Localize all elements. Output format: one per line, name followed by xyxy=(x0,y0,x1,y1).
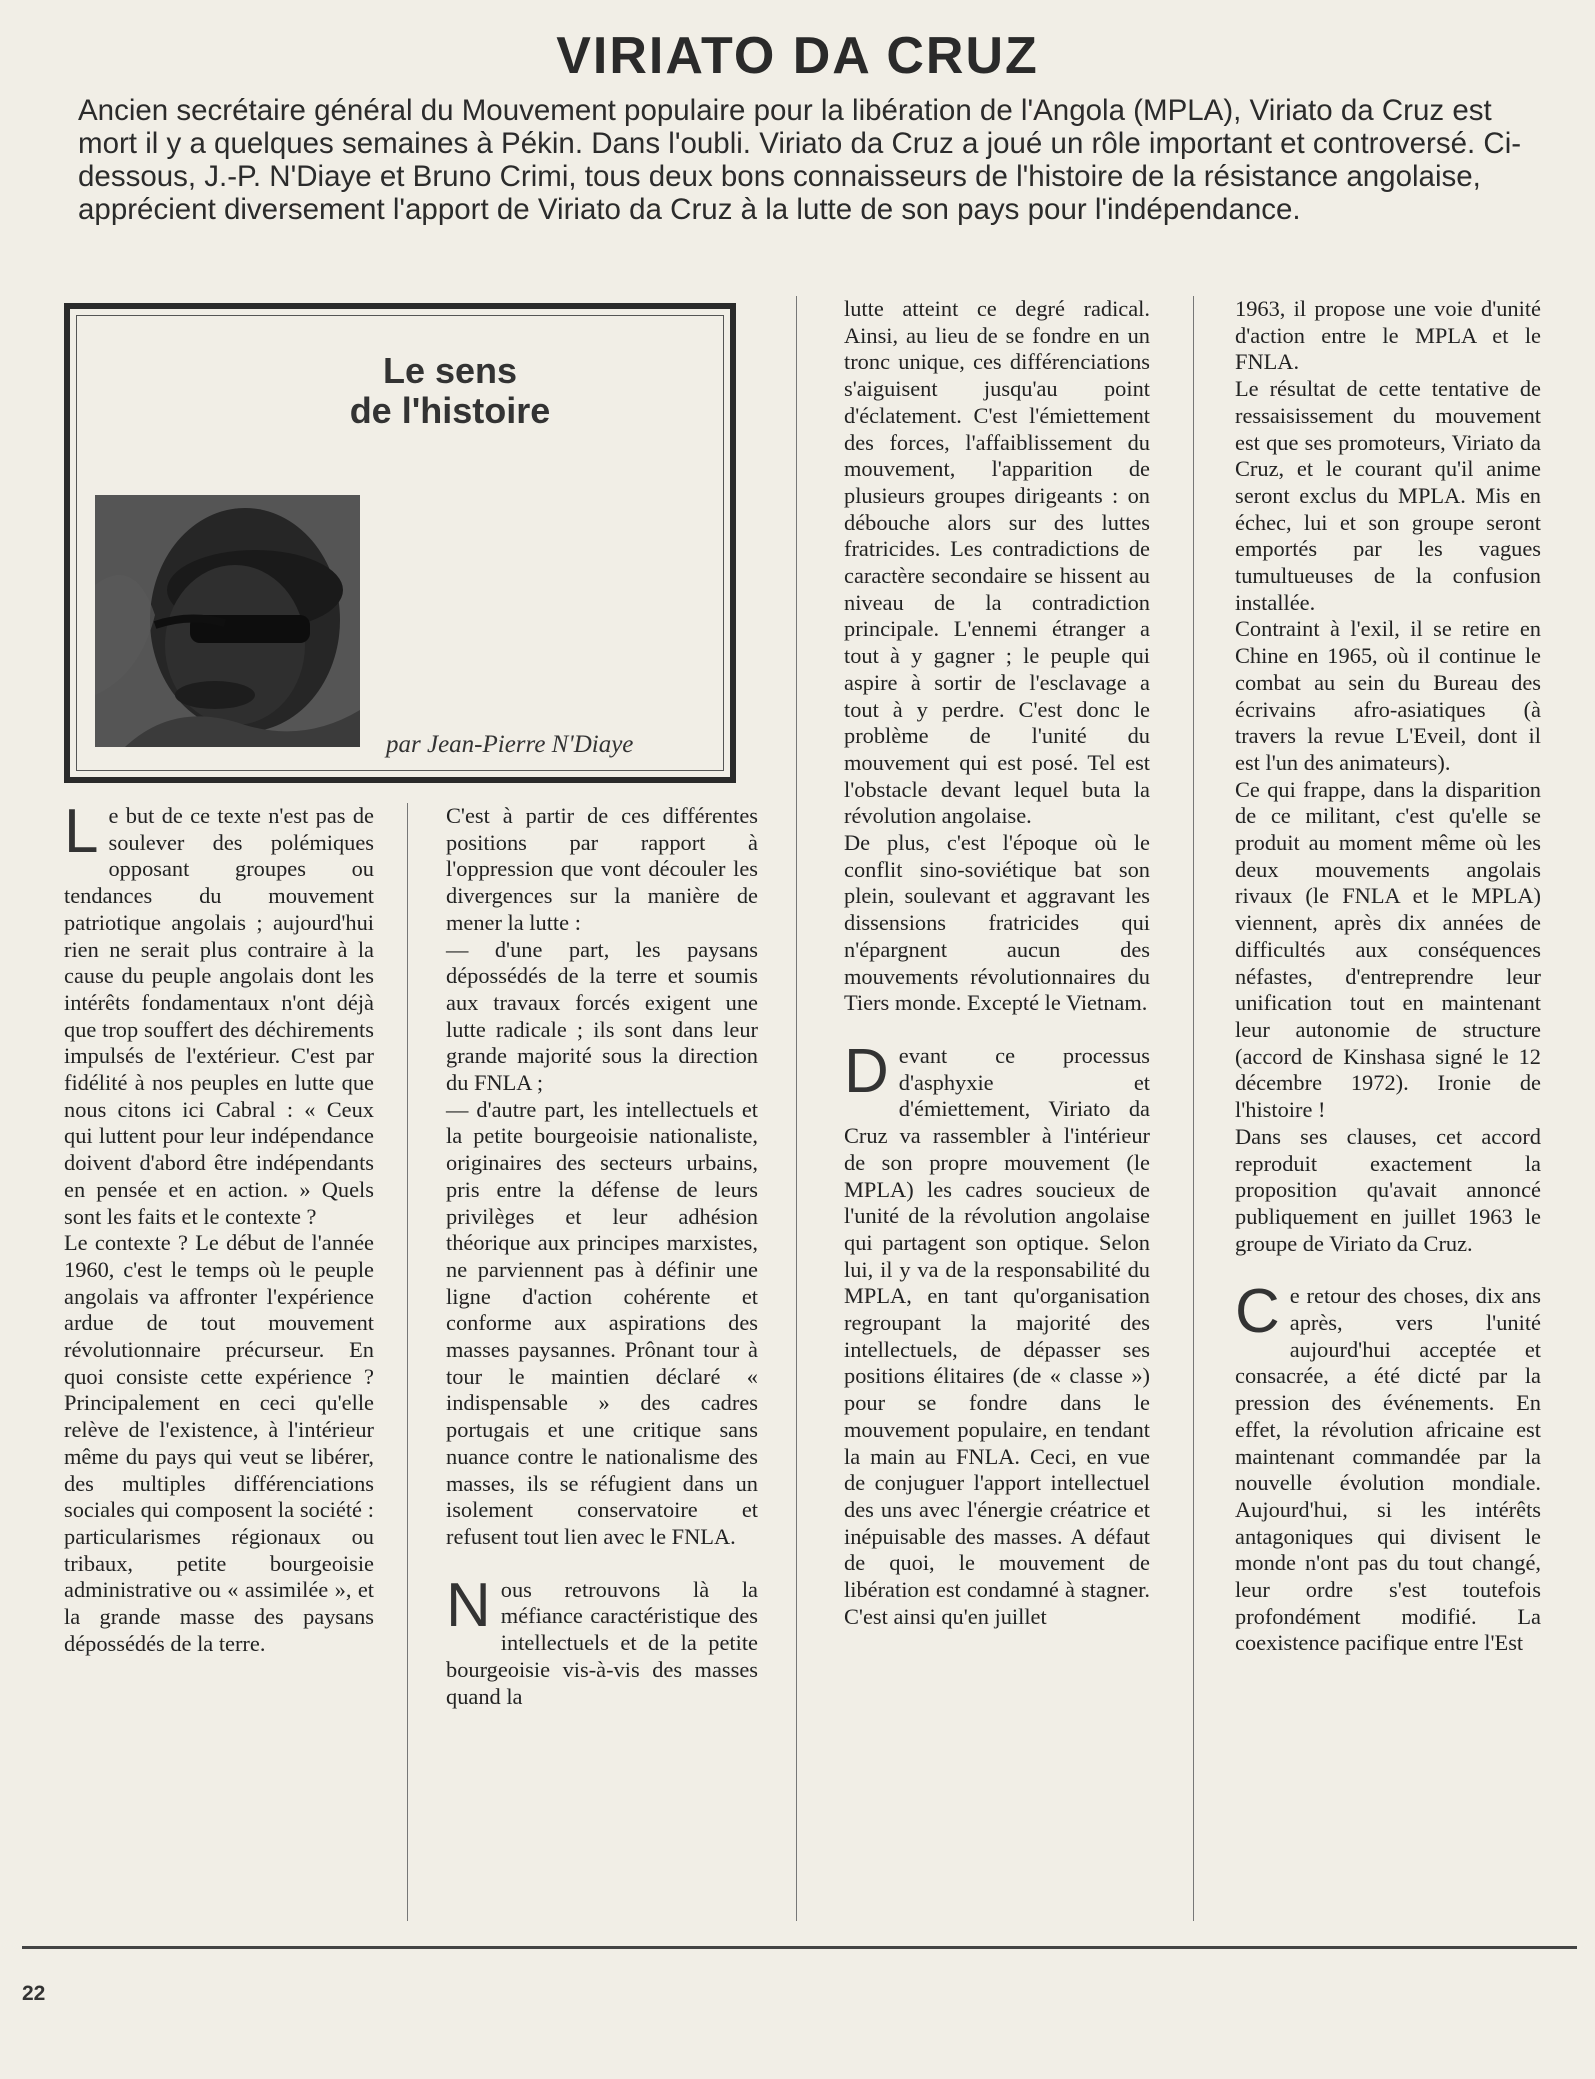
section-gap xyxy=(446,1551,758,1577)
paragraph: — d'autre part, les intellectuels et la petite bourgeoisie nationaliste, originaires des secteurs urbains, pris entre la défense de leurs privilèges et leur adhésion théorique aux principes marxistes, ne parviennent pas à définir une ligne d'action cohérente et conforme aux aspirations des masses paysannes. Prônant tour à tour le maintien déclaré « indispensable » des cadres portugais et une critique sans nuance contre le nationalisme des masses, ils se réfugient dans un isolement conservatoire et refusent tout lien avec le FNLA. xyxy=(446,1096,758,1549)
paragraph: lutte atteint ce degré radical. Ainsi, au lieu de se fondre en un tronc unique, ces différenciations s'aiguisent jusqu'au point d'éclatement. C'est l'émiettement des forces, l'affaiblissement du mouvement, l'apparition de plusieurs groupes dirigeants : on débouche alors sur des luttes fratricides. Les contradictions de caractère secondaire se hissent au niveau de la contradiction principale. L'ennemi étranger a tout à y gagner ; le peuple qui aspire à sortir de l'esclavage a tout à y perdre. C'est donc le problème de l'unité du mouvement qui est posé. Tel est l'obstacle devant lequel buta la révolution angolaise. xyxy=(844,296,1150,829)
column-rule xyxy=(407,803,408,1921)
drop-cap: D xyxy=(844,1036,889,1106)
byline: par Jean-Pierre N'Diaye xyxy=(386,731,634,758)
paragraph: Le résultat de cette tentative de ressaisissement du mouvement est que ses promoteurs, Viriato da Cruz, et le courant qu'il anime seront exclus du MPLA. Mis en échec, lui et son groupe seront emportés par les vagues tumultueuses de la confusion installée. xyxy=(1235,376,1541,615)
section-gap xyxy=(1235,1257,1541,1283)
paragraph: — d'une part, les paysans dépossédés de la terre et soumis aux travaux forcés exigent une lutte radicale ; ils sont dans leur grande majorité sous la direction du FNLA ; xyxy=(446,936,758,1096)
column-4 xyxy=(1235,296,1541,1657)
column-rule xyxy=(796,296,797,1921)
column-3 xyxy=(844,296,1150,1630)
column-1 xyxy=(64,797,374,1658)
article-intro: Ancien secrétaire général du Mouvement populaire pour la libération de l'Angola (MPLA), Viriato da Cruz est mort il y a quelques semaines à Pékin. Dans l'oubli. Viriato da Cruz a joué un rôle important et controversé. Ci-dessous, J.-P. N'Diaye et Bruno Crimi, tous deux bons connaisseurs de l'histoire de la résistance angolaise, apprécient diversement l'apport de Viriato da Cruz à la lutte de son pays pour l'indépendance. xyxy=(78,94,1522,226)
paragraph xyxy=(64,797,374,1230)
paragraph-text: e retour des choses, dix ans après, vers l'unité aujourd'hui acceptée et consacrée, a été dicté par la pression des événements. En effet, la révolution africaine est maintenant commandée par la nouvelle évolution mondiale. Aujourd'hui, si les intérêts antagoniques qui divisent le monde n'ont pas du tout changé, leur ordre s'est toutefois profondément modifié. La coexistence pacifique entre l'Est xyxy=(1235,1283,1541,1656)
box-title-line2: de l'histoire xyxy=(349,390,551,431)
article-title: VIRIATO DA CRUZ xyxy=(556,27,1039,85)
paragraph: Contraint à l'exil, il se retire en Chine en 1965, où il continue le combat au sein du Bureau des écrivains afro-asiatiques (à travers la revue L'Eveil, dont il est l'un des animateurs). xyxy=(1235,616,1541,775)
page-number: 22 xyxy=(22,1982,46,2005)
column-2 xyxy=(446,803,758,1710)
paragraph: Dans ses clauses, cet accord reproduit exactement la proposition qu'avait annoncé publiquement en juillet 1963 le groupe de Viriato da Cruz. xyxy=(1235,1123,1541,1256)
drop-cap: L xyxy=(64,797,99,866)
column-rule xyxy=(1193,296,1194,1921)
box-title-line1: Le sens xyxy=(382,350,518,391)
box-title xyxy=(300,351,600,431)
paragraph-text: evant ce processus d'asphyxie et d'émiettement, Viriato da Cruz va rassembler à l'intérieur de son propre mouvement (le MPLA) les cadres soucieux de l'unité de la révolution angolaise qui partagent son optique. Selon lui, il y va de la responsabilité du MPLA, en tant qu'organisation regroupant la majorité des intellectuels, de dépasser ses positions élitaires (de « classe ») pour se fondre dans le mouvement populaire, en tendant la main au FNLA. Ceci, en vue de conjuguer l'apport intellectuel des uns avec l'énergie créatrice et inépuisable des masses. A défaut de quoi, le mouvement de libération est condamné à stagner. C'est ainsi qu'en juillet xyxy=(844,1042,1150,1629)
paragraph: De plus, c'est l'époque où le conflit sino-soviétique bat son plein, soulevant et aggravant les dissensions fratricides qui n'épargnent aucun des mouvements révolutionnaires du Tiers monde. Excepté le Vietnam. xyxy=(844,830,1150,1016)
paragraph: Le contexte ? Le début de l'année 1960, c'est le temps où le peuple angolais va affronter l'expérience ardue de tout mouvement révolutionnaire précurseur. En quoi consiste cette expérience ? Principalement en ceci qu'elle relève de l'existence, à l'intérieur même du pays qui veut se libérer, des multiples différenciations sociales qui composent la société : particularismes régionaux ou tribaux, petite bourgeoisie administrative ou « assimilée », et la grande masse des paysans dépossédés de la terre. xyxy=(64,1230,374,1656)
footer-rule xyxy=(22,1946,1577,1949)
portrait-photo-graphic xyxy=(95,495,360,747)
paragraph-text: e but de ce texte n'est pas de soulever des polémiques opposant groupes ou tendances du mouvement patriotique angolais ; aujourd'hui rien ne serait plus contraire à la cause du peuple angolais dont les intérêts fondamentaux n'ont déjà que trop souffert des déchirements impulsés de l'extérieur. C'est par fidélité à nos peuples en lutte que nous citons ici Cabral : « Ceux qui luttent pour leur indépendance doivent d'abord être indépendants en pensée et en action. » Quels sont les faits et le contexte ? xyxy=(64,803,374,1229)
feature-box xyxy=(64,303,736,783)
paragraph: C'est à partir de ces différentes positions par rapport à l'oppression que vont découler les divergences sur la manière de mener la lutte : xyxy=(446,803,758,935)
drop-cap: C xyxy=(1235,1277,1280,1347)
section-gap xyxy=(844,1017,1150,1043)
drop-cap: N xyxy=(446,1570,491,1640)
portrait-photo-icon xyxy=(95,495,360,747)
paragraph xyxy=(844,1036,1150,1630)
paragraph: Ce qui frappe, dans la disparition de ce militant, c'est qu'elle se produit au moment même où les deux mouvements angolais rivaux (le FNLA et le MPLA) viennent, après dix années de difficultés aux conséquences néfastes, d'entreprendre leur unification tout en maintenant leur autonomie de structure (accord de Kinshasa signé le 12 décembre 1972). Ironie de l'histoire ! xyxy=(1235,776,1541,1123)
paragraph: 1963, il propose une voie d'unité d'action entre le MPLA et le FNLA. xyxy=(1235,296,1541,375)
paragraph xyxy=(446,1570,758,1711)
paragraph xyxy=(1235,1277,1541,1657)
paragraph-text: ous retrouvons là la méfiance caractéristique des intellectuels et de la petite bourgeoisie vis-à-vis des masses quand la xyxy=(446,1576,758,1709)
